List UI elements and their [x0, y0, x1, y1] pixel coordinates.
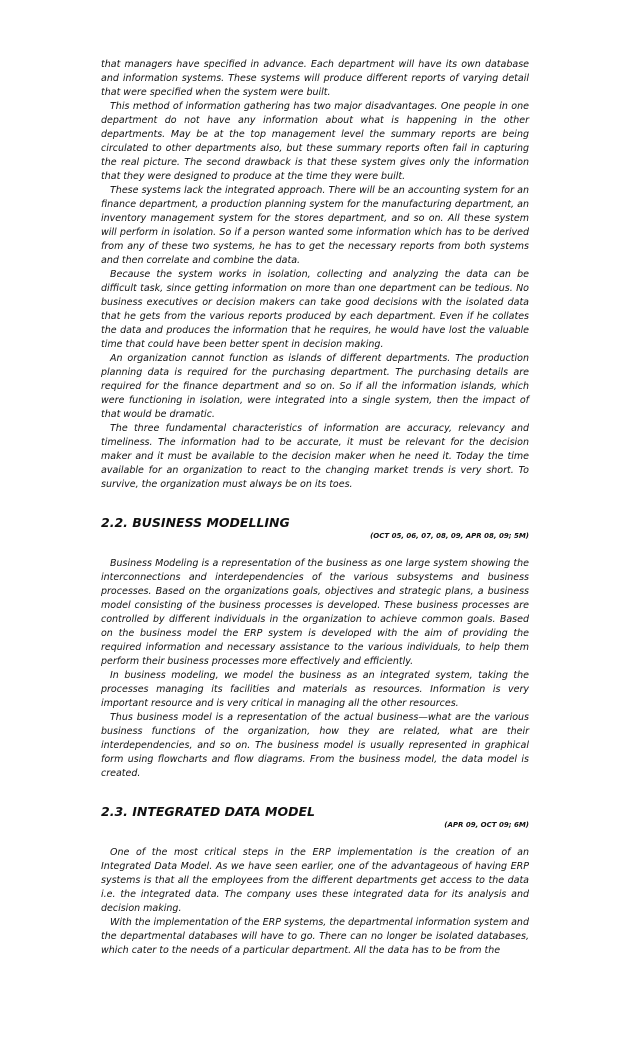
paragraph: One of the most critical steps in the ERP implementation is the creation of an Integrated Data Model. As we have seen earlier, one of the advantageous of having ERP systems is that all the employees from the different departments get access to the data i.e. the integrated data. The company uses these integrated data for its analysis and decision making.: [101, 847, 529, 914]
section-heading: 2.2. BUSINESS MODELLING: [101, 515, 290, 530]
exam-reference: (APR 09, OCT 09; 6M): [444, 821, 529, 829]
paragraph: Business Modeling is a representation of the business as one large system showing the interconnections and interdependencies of the various subsystems and business processes. Based on the organizations goals, objectives and strategic plans, a business model consisting of the business processes is developed. These business processes are controlled by different individuals in the organization to achieve common goals. Based on the business model the ERP system is developed with the aim of providing the required information and necessary assistance to the various individuals, to help them perform their business processes more effectively and efficiently.: [101, 558, 529, 667]
paragraph: Thus business model is a representation of the actual business—what are the various business functions of the organization, how they are related, what are their interdependencies, and so on. The business model is usually represented in graphical form using flowcharts and flow diagrams. From the business model, the data model is created.: [101, 712, 529, 779]
paragraph: These systems lack the integrated approach. There will be an accounting system for an finance department, a production planning system for the manufacturing department, an inventory management system for the stores department, and so on. All these system will perform in isolation. So if a person wanted some information which has to be derived from any of these two systems, he has to get the necessary reports from both systems and then correlate and combine the data.: [101, 185, 529, 266]
section-business-modelling: [101, 515, 529, 781]
section-heading: 2.3. INTEGRATED DATA MODEL: [101, 804, 315, 819]
paragraph: In business modeling, we model the business as an integrated system, taking the processes managing its facilities and materials as resources. Information is very important resource and is very critical in managing all the other resources.: [101, 670, 529, 709]
document-page: [101, 58, 529, 958]
intro-text: [101, 58, 529, 492]
exam-reference: (OCT 05, 06, 07, 08, 09, APR 08, 09; 5M): [370, 532, 529, 540]
section-integrated-data-model: [101, 804, 529, 958]
paragraph: With the implementation of the ERP systems, the departmental information system and the departmental databases will have to go. There can no longer be isolated databases, which cater to the needs of a particular department. All the data has to be from the: [101, 917, 529, 956]
paragraph: that managers have specified in advance. Each department will have its own database and information systems. These systems will produce different reports of varying detail that were specified when the system were built.: [101, 59, 529, 98]
paragraph: An organization cannot function as islands of different departments. The production planning data is required for the purchasing department. The purchasing details are required for the finance department and so on. So if all the information islands, which were functioning in isolation, were integrated into a single system, then the impact of that would be dramatic.: [101, 353, 529, 420]
paragraph: Because the system works in isolation, collecting and analyzing the data can be difficult task, since getting information on more than one department can be tedious. No business executives or decision makers can take good decisions with the isolated data that he gets from the various reports produced by each department. Even if he collates the data and produces the information that he requires, he would have lost the valuable time that could have been better spent in decision making.: [101, 269, 529, 350]
paragraph: The three fundamental characteristics of information are accuracy, relevancy and timeliness. The information had to be accurate, it must be relevant for the decision maker and it must be available to the decision maker when he need it. Today the time available for an organization to react to the changing market trends is very short. To survive, the organization must always be on its toes.: [101, 423, 529, 490]
paragraph: This method of information gathering has two major disadvantages. One people in one department do not have any information about what is happening in the other departments. May be at the top management level the summary reports are being circulated to other departments also, but these summary reports often fail in capturing the real picture. The second drawback is that these system gives only the information that they were designed to produce at the time they were built.: [101, 101, 529, 182]
